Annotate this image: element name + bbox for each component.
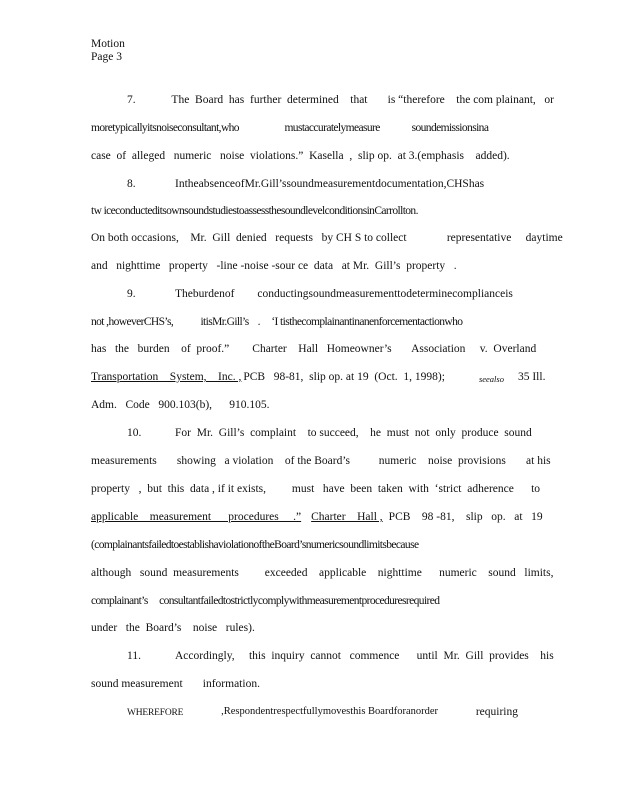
para10-cite-rest: PCB 98 -81, slip op. at 19 [388,511,543,523]
para9-line2 [91,315,518,329]
case-citation-charter-hall: Charter Hall , [311,511,383,523]
para9-number: 9. [127,288,136,300]
para10-line6 [91,566,554,580]
page-header [91,38,125,64]
para7-text3: case of alleged numeric noise violations.” Kasella , slip op. at 3.(emphasis added). [91,150,510,162]
para10-text6: although sound measurements exceeded applicable nighttime numeric sound limits, [91,567,554,579]
wherefore-text: ,Respondentrespectfullymovesthis Boardforanorder [221,706,439,717]
para8-text4: and nighttime property -line -noise -sour ce data at Mr. Gill’s property . [91,260,457,272]
para7-line3 [91,149,518,163]
para8-line1 [91,177,554,191]
wherefore-line [91,705,518,720]
para10-text1: For Mr. Gill’s complaint to succeed, he must not only produce sound [175,427,532,439]
para10-line8 [91,621,518,635]
para9-line5 [91,398,518,412]
para8-line4 [91,259,518,273]
para10-text8: under the Board’s noise rules). [91,622,255,634]
para10-line2 [91,454,551,468]
para7-text2: moretypicallyitsnoiseconsultant,who mustaccuratelymeasure soundemissionsina [91,122,489,134]
para8-text3: On both occasions, Mr. Gill denied requests by CH S to collect representative daytime [91,232,563,244]
para7-number: 7. [127,94,136,106]
para7-text1: The Board has further determined that is “therefore the com plainant, or [171,94,554,106]
para11-text1: Accordingly, this inquiry cannot commence until Mr. Gill provides his [175,650,554,662]
para8-text1: IntheabsenceofMr.Gill’ssoundmeasurementdocumentation,CHShas [175,178,485,190]
para10-line5 [91,538,518,552]
para10-number: 10. [127,427,142,439]
para10-text2: measurements showing a violation of the Board’s numeric noise provisions at his [91,455,551,467]
para9-text2: not ,howeverCHS’s, itisMr.Gill’s . ‘I tisthecomplainantinanenforcementactionwho [91,316,463,328]
para10-line7 [91,594,518,608]
wherefore-label: WHEREFORE [127,708,184,718]
para7-line1 [91,93,554,107]
para9-text1: Theburdenof conductingsoundmeasurementtodeterminecomplianceis [175,288,513,300]
para11-number: 11. [127,650,141,662]
see-also-signal: seealso [478,374,504,384]
para10-line4 [91,510,543,524]
wherefore-end: requiring [475,706,518,718]
header-page-number: Page 3 [91,51,122,63]
para11-line2 [91,677,518,691]
para8-number: 8. [127,178,136,190]
para8-line2 [91,204,518,218]
para10-line3 [91,482,541,496]
para11-line1 [91,649,554,663]
para10-text5: (complainantsfailedtoestablishaviolationoftheBoard’snumericsoundlimitsbecause [91,539,419,551]
para10-text3: property , but this data , if it exists, must have been taken with ‘strict adherence to [91,483,541,495]
para9-line3 [91,342,537,356]
para8-text2: tw iceconducteditsownsoundstudiestoassessthesoundlevelconditionsinCarrollton. [91,205,418,217]
para7-line2 [91,121,518,135]
para9-line1 [91,287,554,301]
para9-cite-end: 35 Ill. [517,371,546,383]
header-title: Motion [91,38,125,50]
para9-text5: Adm. Code 900.103(b), 910.105. [91,399,270,411]
para11-text2: sound measurement information. [91,678,260,690]
para9-cite-rest: PCB 98-81, slip op. at 19 (Oct. 1, 1998); [243,371,445,383]
para10-text7: complainant’s consultantfailedtostrictlycomplywithmeasurementproceduresrequired [91,595,440,607]
para9-text3: has the burden of proof.” Charter Hall Homeowner’s Association v. Overland [91,343,537,355]
para10-line1 [91,426,554,440]
case-citation-procedures: applicable measurement procedures .” [91,511,302,523]
case-citation-overland: Transportation System, Inc. , [91,371,242,383]
para9-line4 [91,370,546,386]
para8-line3 [91,231,563,245]
